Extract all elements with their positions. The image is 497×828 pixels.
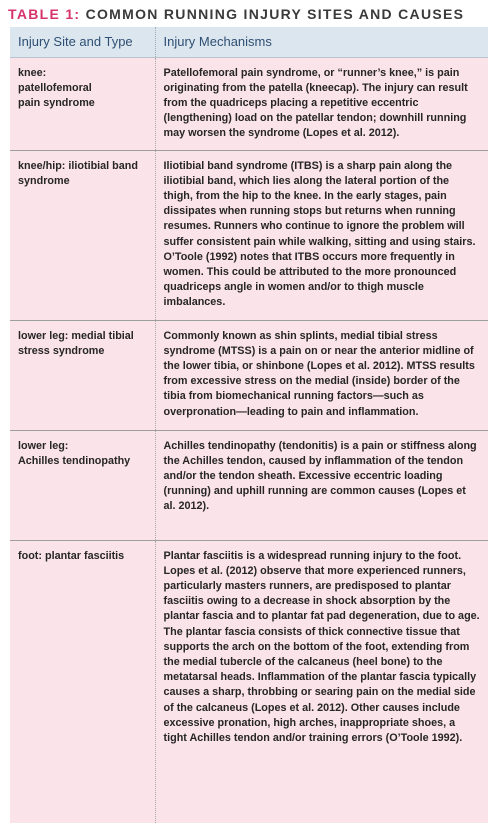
table-row — [10, 430, 488, 540]
table-row — [10, 320, 488, 430]
table-row — [10, 57, 488, 150]
cell-mechanism — [155, 320, 488, 430]
injury-table — [10, 27, 488, 823]
mechanism-text: Iliotibial band syndrome (ITBS) is a sharp pain along the iliotibial band, which lies along the lateral portion of the thigh, from the hip to the knee. In the early stages, pain dissipates when running stops but returns when running resumes. Runners who continue to ignore the problem will suffer consistent pain while walking, sitting and using stairs. O’Toole (1992) notes that ITBS occurs more frequently in women. This could be attributed to the more pronounced quadriceps angle in women and/or to thigh muscle imbalances. — [163, 159, 476, 309]
header-mechanism: Injury Mechanisms — [155, 27, 488, 57]
cell-site — [10, 320, 155, 430]
site-text: knee: patellofemoral pain syndrome — [18, 66, 95, 109]
table-title-prefix: TABLE 1: — [8, 6, 81, 22]
table-title — [8, 4, 464, 24]
site-text: lower leg: Achilles tendinopathy — [18, 439, 131, 467]
cell-mechanism — [155, 430, 488, 540]
table-header — [10, 27, 488, 57]
cell-site — [10, 540, 155, 823]
cell-site — [10, 57, 155, 150]
table-row — [10, 150, 488, 320]
mechanism-text: Commonly known as shin splints, medial tibial stress syndrome (MTSS) is a pain on or near the anterior midline of the lower tibia, or shinbone (Lopes et al. 2012). MTSS results from excessive stress on the medial (inside) border of the tibia from biomechanical running factors—such as overpronation—leading to pain and inflammation. — [163, 329, 475, 418]
mechanism-text: Patellofemoral pain syndrome, or “runner’s knee,” is pain originating from the patella (kneecap). The injury can result from the quadriceps placing a repetitive eccentric (lengthening) load on the patellar tendon; downhill running may worsen the syndrome (Lopes et al. 2012). — [163, 66, 468, 140]
cell-site — [10, 430, 155, 540]
cell-site — [10, 150, 155, 320]
cell-mechanism — [155, 540, 488, 823]
mechanism-text: Achilles tendinopathy (tendonitis) is a pain or stiffness along the Achilles tendon, caused by inflammation of the tendon and/or the tendon sheath. Excessive eccentric loading (running) and uphill running are common causes (Lopes et al. 2012). — [163, 439, 477, 513]
cell-mechanism — [155, 57, 488, 150]
table-title-main: COMMON RUNNING INJURY SITES AND CAUSES — [85, 6, 465, 22]
table-body — [10, 57, 488, 823]
mechanism-text: Plantar fasciitis is a widespread running injury to the foot. Lopes et al. (2012) observe that more experienced runners, particularly masters runners, are predisposed to plantar fasciitis owing to a decrease in shock absorption by the plantar fascia and to plantar fat pad degeneration, due to age. The plantar fascia consists of thick connective tissue that supports the arch on the bottom of the foot, extending from the medial tubercle of the calcaneus (heel bone) to the metatarsal heads. Inflammation of the plantar fascia typically causes a sharp, throbbing or searing pain on the medial side of the calcaneus (Lopes et al. 2012). Other causes include excessive pronation, high arches, inappropriate shoes, a tight Achilles tendon and/or training errors (O’Toole 1992). — [163, 549, 480, 744]
table-row — [10, 540, 488, 823]
site-text: foot: plantar fasciitis — [18, 549, 125, 562]
header-row — [10, 27, 488, 57]
header-site: Injury Site and Type — [10, 27, 155, 57]
site-text: lower leg: medial tibial stress syndrome — [18, 329, 134, 357]
site-text: knee/hip: iliotibial band syndrome — [18, 159, 138, 187]
cell-mechanism — [155, 150, 488, 320]
